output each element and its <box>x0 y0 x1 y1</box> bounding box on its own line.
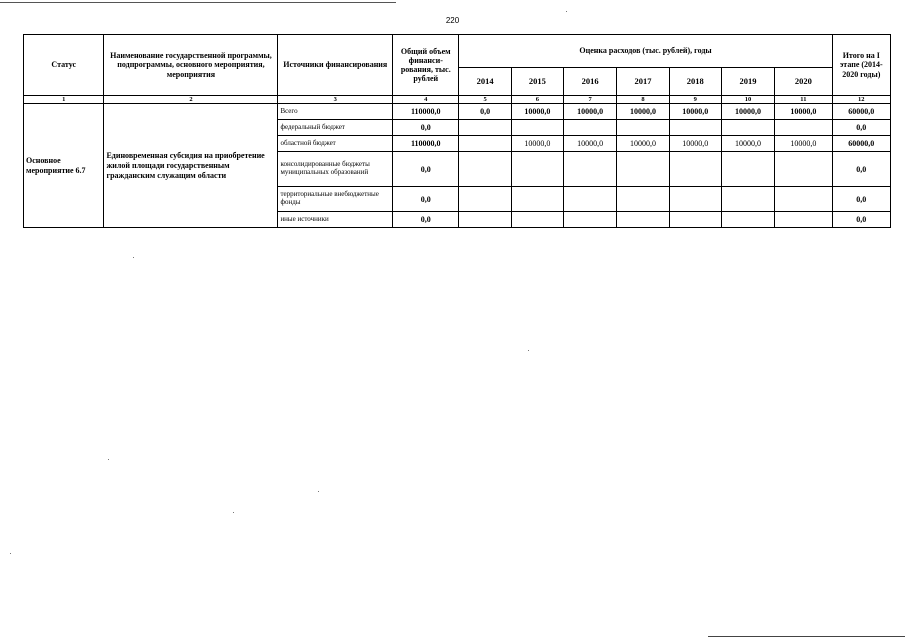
header-funding-sources: Источники финансирования <box>278 35 393 96</box>
activity-name: Единовременная субсидия на приобретение жилой площади государственным гражданским служащим области <box>104 104 278 228</box>
header-year: 2016 <box>564 68 617 96</box>
year-value <box>617 212 669 228</box>
header-year: 2020 <box>775 68 832 96</box>
year-value <box>617 152 669 187</box>
header-program-name: Наименование государственной программы, подпрограммы, основного мероприятия, мероприятия <box>104 35 278 96</box>
header-stage-total: Итого на I этапе (2014- 2020 годы) <box>832 35 890 96</box>
funding-source: федеральный бюджет <box>278 120 393 136</box>
year-value: 10000,0 <box>669 104 721 120</box>
stage-total-value: 0,0 <box>832 212 890 228</box>
column-number: 9 <box>669 96 721 104</box>
stage-total-value: 0,0 <box>832 152 890 187</box>
year-value <box>775 212 832 228</box>
year-value: 10000,0 <box>669 136 721 152</box>
year-value <box>721 120 774 136</box>
year-value <box>511 152 563 187</box>
scan-speck <box>233 512 234 513</box>
year-value <box>669 187 721 212</box>
total-volume-value: 0,0 <box>393 212 459 228</box>
year-value: 10000,0 <box>721 136 774 152</box>
year-value <box>564 152 617 187</box>
header-year: 2017 <box>617 68 669 96</box>
stage-total-value: 60000,0 <box>832 136 890 152</box>
year-value <box>564 187 617 212</box>
budget-table <box>23 34 891 228</box>
funding-source: территориальные внебюджетные фонды <box>278 187 393 212</box>
header-total-volume: Общий объем финанси- рования, тыс. рублей <box>393 35 459 96</box>
year-value: 10000,0 <box>721 104 774 120</box>
column-number: 8 <box>617 96 669 104</box>
year-value <box>511 120 563 136</box>
funding-source: консолидированные бюджеты муниципальных образований <box>278 152 393 187</box>
year-value <box>669 212 721 228</box>
column-number: 7 <box>564 96 617 104</box>
year-value <box>459 187 511 212</box>
stage-total-value: 0,0 <box>832 187 890 212</box>
year-value <box>459 120 511 136</box>
year-value <box>511 187 563 212</box>
header-year: 2018 <box>669 68 721 96</box>
header-expense-estimate: Оценка расходов (тыс. рублей), годы <box>459 35 832 68</box>
year-value <box>564 120 617 136</box>
column-number: 11 <box>775 96 832 104</box>
year-value <box>721 187 774 212</box>
stage-total-value: 0,0 <box>832 120 890 136</box>
scan-speck <box>10 553 11 554</box>
year-value: 10000,0 <box>564 104 617 120</box>
total-volume-value: 110000,0 <box>393 104 459 120</box>
funding-source: областной бюджет <box>278 136 393 152</box>
total-volume-value: 110000,0 <box>393 136 459 152</box>
year-value <box>721 212 774 228</box>
column-number: 4 <box>393 96 459 104</box>
column-number: 12 <box>832 96 890 104</box>
scan-edge-line <box>708 636 905 637</box>
column-number: 3 <box>278 96 393 104</box>
year-value <box>669 152 721 187</box>
year-value <box>564 212 617 228</box>
header-status: Статус <box>24 35 104 96</box>
year-value: 10000,0 <box>564 136 617 152</box>
column-number: 1 <box>24 96 104 104</box>
year-value <box>721 152 774 187</box>
year-value <box>617 187 669 212</box>
stage-total-value: 60000,0 <box>832 104 890 120</box>
scan-speck <box>566 11 567 12</box>
year-value: 10000,0 <box>617 104 669 120</box>
year-value <box>669 120 721 136</box>
year-value: 10000,0 <box>511 104 563 120</box>
year-value: 0,0 <box>459 104 511 120</box>
header-year: 2014 <box>459 68 511 96</box>
year-value <box>459 212 511 228</box>
column-number: 2 <box>104 96 278 104</box>
scan-speck <box>528 350 529 351</box>
total-volume-value: 0,0 <box>393 120 459 136</box>
table-row <box>24 104 891 120</box>
column-number: 10 <box>721 96 774 104</box>
scan-speck <box>108 459 109 460</box>
total-volume-value: 0,0 <box>393 187 459 212</box>
year-value <box>511 212 563 228</box>
year-value: 10000,0 <box>775 136 832 152</box>
header-row <box>24 35 891 68</box>
funding-source: Всего <box>278 104 393 120</box>
header-year: 2015 <box>511 68 563 96</box>
year-value <box>775 187 832 212</box>
year-value: 10000,0 <box>511 136 563 152</box>
year-value: 10000,0 <box>617 136 669 152</box>
column-number: 5 <box>459 96 511 104</box>
activity-status: Основное мероприятие 6.7 <box>24 104 104 228</box>
scan-edge-line <box>0 2 396 3</box>
column-numbers-row <box>24 96 891 104</box>
scan-speck <box>133 257 134 258</box>
total-volume-value: 0,0 <box>393 152 459 187</box>
scan-speck <box>318 491 319 492</box>
year-value <box>617 120 669 136</box>
year-value: 10000,0 <box>775 104 832 120</box>
header-year: 2019 <box>721 68 774 96</box>
page-number: 220 <box>445 16 460 25</box>
year-value <box>459 152 511 187</box>
column-number: 6 <box>511 96 563 104</box>
year-value <box>775 120 832 136</box>
funding-source: иные источники <box>278 212 393 228</box>
year-value <box>459 136 511 152</box>
year-value <box>775 152 832 187</box>
